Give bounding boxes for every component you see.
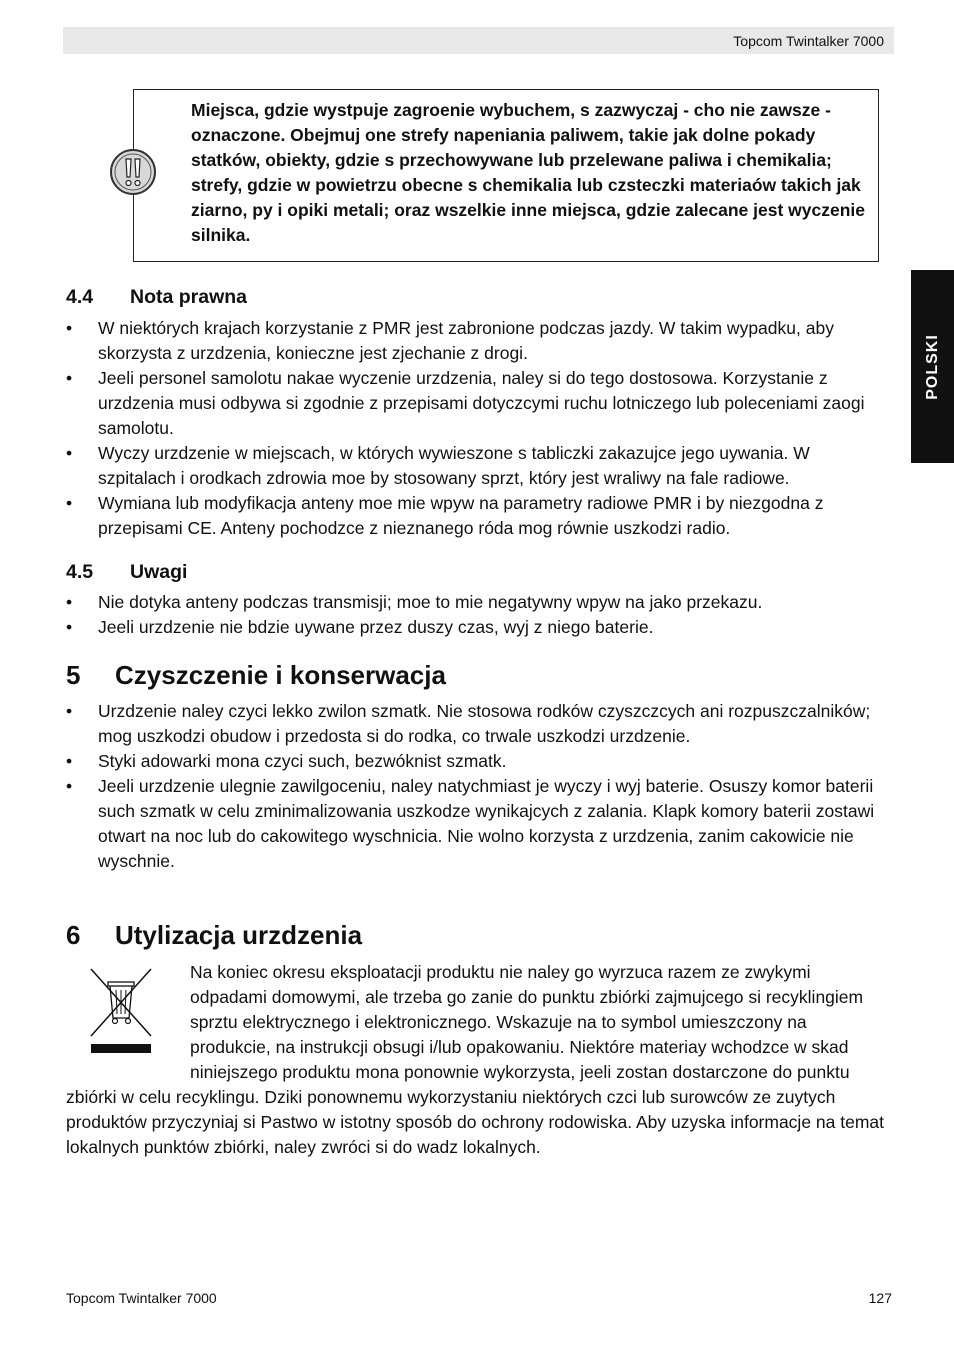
header-bar [63, 27, 894, 54]
section-title: Uwagi [130, 561, 188, 583]
exclamation-icon [108, 147, 158, 197]
list-item: • Jeeli personel samolotu nakae wyczenie urzdzenia, naley si do tego dostosowa. Korzystanie z urzdzenia musi odbywa si zgodnie z przepisami dotyczcymi ruchu lotniczego lub poleceniami zaogi samolotu. [66, 368, 865, 438]
disposal-text-block [66, 960, 890, 1160]
section-number: 6 [66, 920, 81, 950]
section-4-5-heading [66, 561, 187, 584]
section-number: 5 [66, 660, 81, 690]
section-4-4-heading [66, 286, 247, 309]
header-title: Topcom Twintalker 7000 [733, 33, 884, 49]
section-title: Czyszczenie i konserwacja [115, 660, 446, 690]
list-item: • Nie dotyka anteny podczas transmisji; moe to mie negatywny wpyw na jako przekazu. [66, 592, 763, 612]
page-number: 127 [868, 1290, 892, 1306]
list-item: • Urzdzenie naley czyci lekko zwilon szmatk. Nie stosowa rodków czyszczcych ani rozpuszczalników; mog uszkodzi obudow i przedosta si do rodka, co trwale uszkodzi urzdzenie. [66, 701, 871, 746]
warning-box [133, 89, 879, 262]
section-4-5-list [66, 590, 890, 640]
list-item: • Jeeli urzdzenie ulegnie zawilgoceniu, naley natychmiast je wyczy i wyj baterie. Osuszy komor baterii such szmatk w celu zminimalizowania uszkodze wynikajcych z zalania. Klapk komory baterii zostawi otwart na noc lub do cakowitego wyschnicia. Nie wolno korzysta z urzdzenia, zanim cakowicie nie wyschnie. [66, 776, 875, 871]
disposal-text: Na koniec okresu eksploatacji produktu nie naley go wyrzuca razem ze zwykymi odpadami domowymi, ale trzeba go zanie do punktu zbiórki zajmujcego si recyklingiem sprztu elektrycznego i elektronicznego. Wskazuje na to symbol umieszczony na produkcie, na instrukcji obsugi i/lub opakowaniu. Niektóre materiay wchodzce w skad niniejszego produktu mona ponownie wykorzysta, jeeli zostan dostarczone do punktu zbiórki w celu recyklingu. Dziki ponownemu wykorzystaniu niektórych czci lub surowców ze zuytych produktów przyczyniaj si Pastwo w istotny sposób do ochrony rodowiska. Aby uzyska informacje na temat lokalnych punktów zbiórki, naley zwróci si do wadz lokalnych. [66, 962, 885, 1157]
section-5-list [66, 699, 890, 874]
section-4-4-list [66, 316, 890, 541]
list-item: • Jeeli urzdzenie nie bdzie uywane przez duszy czas, wyj z niego baterie. [66, 617, 654, 637]
language-tab [911, 270, 954, 463]
section-5-heading [66, 660, 446, 691]
warning-text: Miejsca, gdzie wystpuje zagroenie wybuchem, s zazwyczaj - cho nie zawsze - oznaczone. Obejmuj one strefy napeniania paliwem, takie jak dolne pokady statków, obiekty, gdzie s przechowywane lub przelewane paliwa i chemikalia; strefy, gdzie w powietrzu obecne s chemikalia lub czsteczki materiaów takich jak ziarno, py i opiki metali; oraz wszelkie inne miejsca, gdzie zalecane jest wyczenie silnika. [191, 100, 866, 245]
footer-title: Topcom Twintalker 7000 [66, 1290, 217, 1306]
section-title: Nota prawna [130, 286, 248, 308]
language-tab-label: POLSKI [923, 333, 941, 400]
list-item: • Wyczy urzdzenie w miejscach, w których wywieszone s tabliczki zakazujce jego uywania. W szpitalach i orodkach zdrowia moe by stosowany sprzt, który jest wraliwy na fale radiowe. [66, 443, 810, 488]
section-number: 4.4 [66, 286, 94, 308]
list-item: • Styki adowarki mona czyci such, bezwóknist szmatk. [66, 751, 507, 771]
list-item: • W niektórych krajach korzystanie z PMR jest zabronione podczas jazdy. W takim wypadku, aby skorzysta z urzdzenia, konieczne jest zjechanie z drogi. [66, 318, 834, 363]
list-item: • Wymiana lub modyfikacja anteny moe mie wpyw na parametry radiowe PMR i by niezgodna z przepisami CE. Anteny pochodzce z nieznanego róda mog równie uszkodzi radio. [66, 493, 824, 538]
section-title: Utylizacja urzdzenia [115, 920, 363, 950]
section-number: 4.5 [66, 561, 94, 583]
section-6-heading [66, 920, 362, 951]
